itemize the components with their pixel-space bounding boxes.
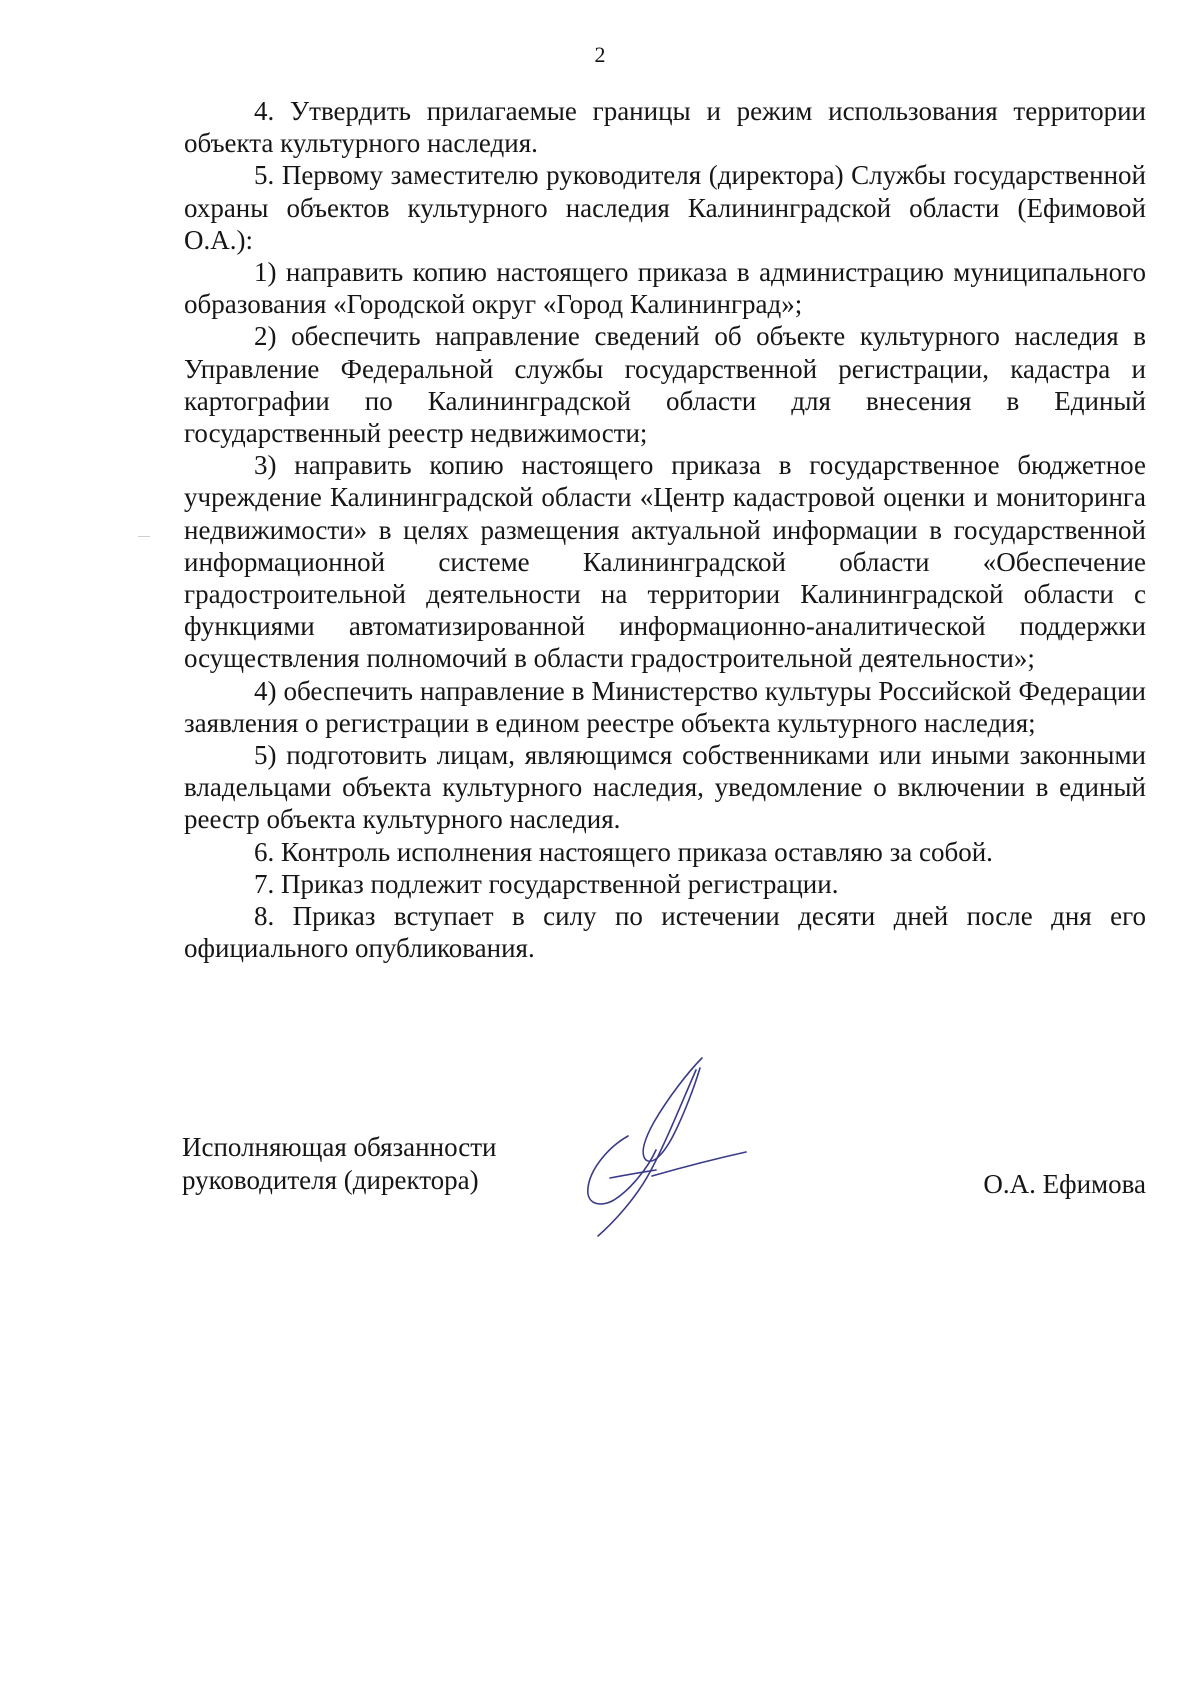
paragraph-item-4: 4. Утвердить прилагаемые границы и режим использования территории объекта культурного наследия.: [184, 96, 1146, 159]
paragraph-item-6: 6. Контроль исполнения настоящего приказа оставляю за собой.: [254, 836, 993, 867]
signature-stroke-long: [598, 1070, 696, 1236]
subitem-4: 4) обеспечить направление в Министерство культуры Российской Федерации заявления о регистрации в едином реестре объекта культурного наследия;: [184, 675, 1146, 738]
subitem-5: 5) подготовить лицам, являющимся собственниками или иными законными владельцами объекта культурного наследия, уведомление о включении в единый реестр объекта культурного наследия.: [184, 740, 1146, 835]
paragraph-item-5: 5. Первому заместителю руководителя (директора) Службы государственной охраны объектов культурного наследия Калининградской области (Ефимовой О.А.):: [184, 160, 1146, 255]
page-number: 2: [594, 42, 606, 67]
order-body: [184, 95, 1146, 964]
signature-stroke-tail: [652, 1152, 746, 1176]
subitem-1: 1) направить копию настоящего приказа в администрацию муниципального образования «Городской округ «Город Калининград»;: [184, 257, 1146, 320]
subitem-2: 2) обеспечить направление сведений об объекте культурного наследия в Управление Федеральной службы государственной регистрации, кадастра и картографии по Калининградской области для внесения в Единый государственный реестр недвижимости;: [184, 321, 1146, 449]
subitem-3: 3) направить копию настоящего приказа в государственное бюджетное учреждение Калининградской области «Центр кадастровой оценки и мониторинга недвижимости» в целях размещения актуальной информации в государственной информационной системе Калининградской области «Обеспечение градостроительной деятельности на территории Калининградской области с функциями автоматизированной информационно-аналитической поддержки осуществления полномочий в области градостроительной деятельности»;: [184, 450, 1146, 674]
paragraph-item-8: 8. Приказ вступает в силу по истечении десяти дней после дня его официального опубликования.: [184, 901, 1146, 964]
signatory-name: О.А. Ефимова: [983, 1169, 1146, 1199]
signature-strokes: [588, 1058, 746, 1236]
signature-stroke-loop: [643, 1058, 702, 1161]
signatory-title-line-1: Исполняющая обязанности: [182, 1132, 497, 1162]
handwritten-signature: [570, 1050, 790, 1250]
signatory-title-line-2: руководителя (директора): [182, 1165, 479, 1195]
signatory-title: [182, 1131, 496, 1197]
signature-stroke-curve: [588, 1136, 656, 1204]
paragraph-item-7: 7. Приказ подлежит государственной регистрации.: [254, 868, 839, 899]
scan-artifact: [138, 536, 150, 537]
